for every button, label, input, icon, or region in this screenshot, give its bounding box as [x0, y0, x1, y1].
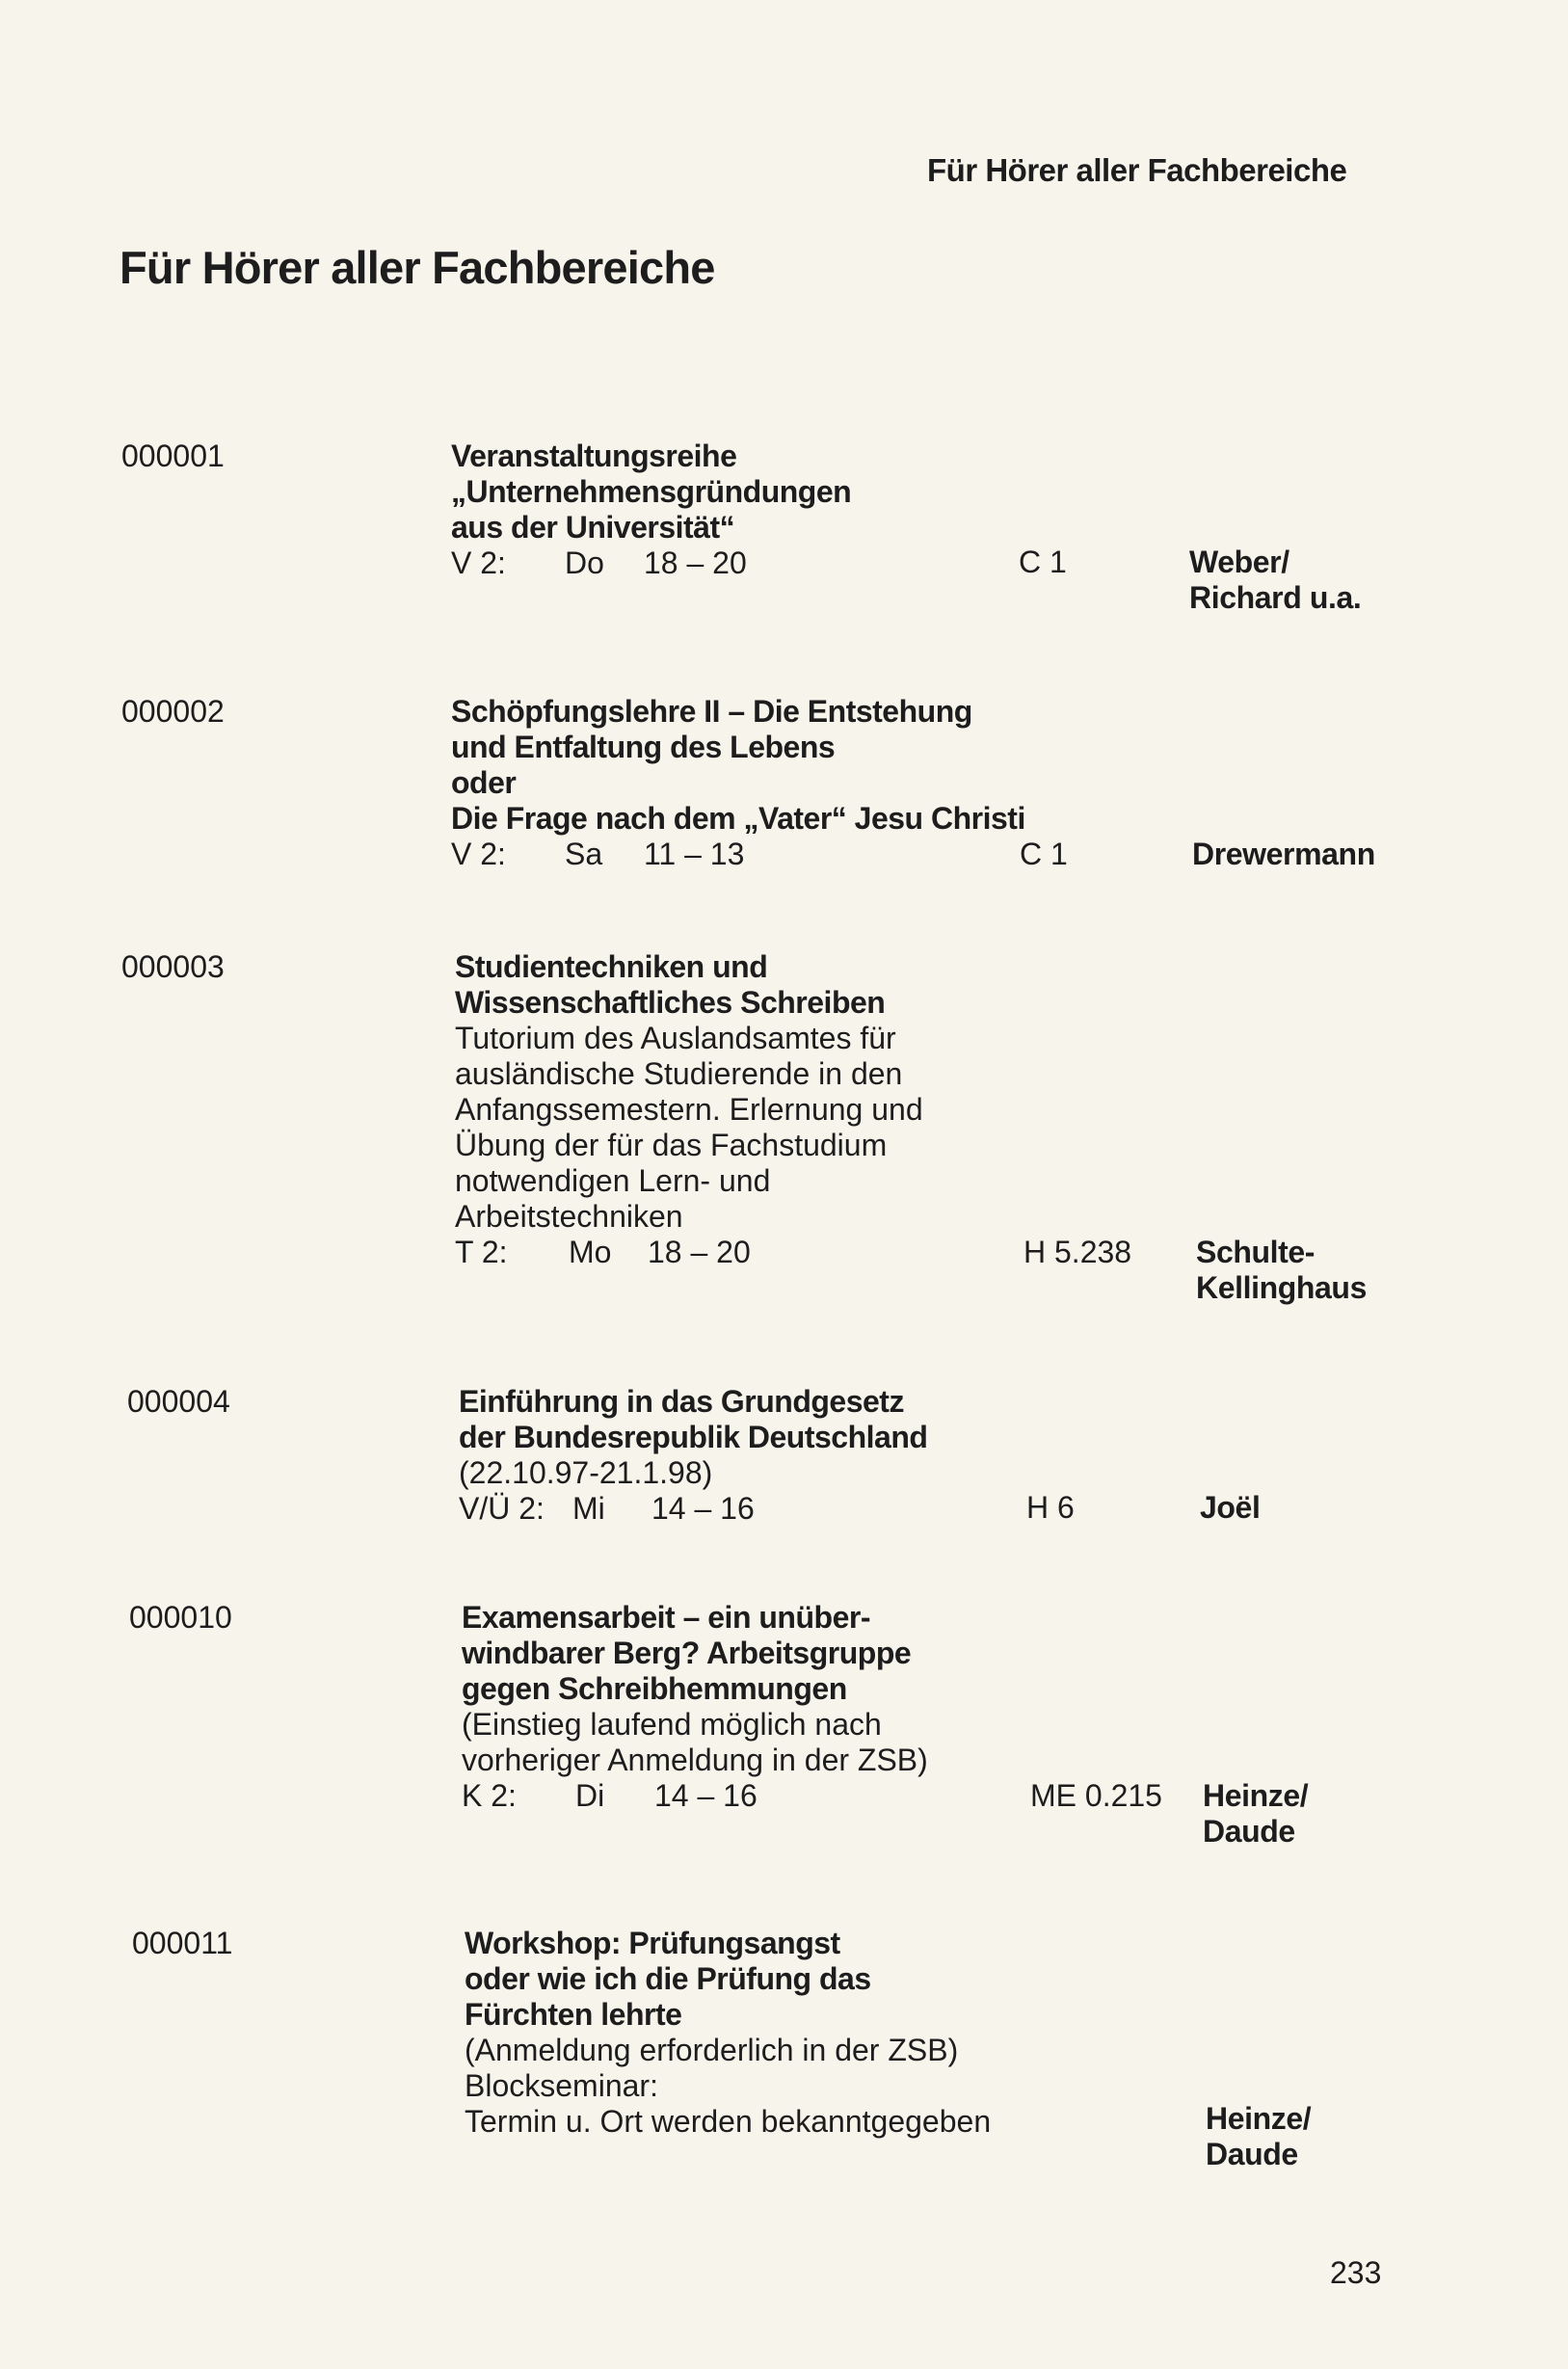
course-time: 11 – 13	[644, 837, 745, 871]
course-type: K 2:	[462, 1778, 517, 1813]
course-title-line: aus der Universität“	[451, 510, 735, 545]
course-type: V 2:	[451, 546, 506, 580]
course-details	[465, 1926, 1062, 2140]
course-time: 14 – 16	[654, 1778, 757, 1813]
course-type: V/Ü 2:	[459, 1491, 545, 1526]
course-description-line: notwendigen Lern- und	[455, 1163, 771, 1198]
course-day: Sa	[565, 837, 603, 871]
course-day: Mi	[572, 1491, 605, 1526]
lecturer-line: Daude	[1203, 1814, 1295, 1849]
course-number: 000011	[132, 1926, 233, 1960]
course-description-line: Tutorium des Auslandsamtes für	[455, 1021, 896, 1055]
lecturer-line: Heinze/	[1203, 1778, 1309, 1813]
course-description-line: (22.10.97-21.1.98)	[459, 1455, 713, 1490]
lecturer-line: Kellinghaus	[1196, 1270, 1367, 1305]
course-title-line: Einführung in das Grundgesetz	[459, 1384, 904, 1419]
course-time: 18 – 20	[648, 1235, 751, 1269]
course-number: 000001	[121, 439, 225, 473]
course-details	[451, 439, 1049, 581]
course-description-line: ausländische Studierende in den	[455, 1056, 903, 1091]
course-description-line: Anfangssemestern. Erlernung und	[455, 1092, 923, 1127]
course-title-line: windbarer Berg? Arbeitsgruppe	[462, 1636, 912, 1670]
lecturer-line: Drewermann	[1192, 837, 1375, 871]
course-details	[459, 1384, 1056, 1527]
course-time: 14 – 16	[651, 1491, 755, 1526]
course-title-line: oder wie ich die Prüfung das	[465, 1961, 871, 1996]
course-title-line: Examensarbeit – ein unüber-	[462, 1600, 870, 1635]
course-title-line: oder	[451, 765, 517, 800]
course-number: 000003	[121, 949, 225, 984]
course-lecturer	[1192, 837, 1375, 872]
course-title-line: Veranstaltungsreihe	[451, 439, 737, 473]
course-lecturer	[1200, 1490, 1260, 1526]
course-title-line: der Bundesrepublik Deutschland	[459, 1420, 928, 1454]
course-lecturer	[1196, 1235, 1367, 1306]
course-description-line: Termin u. Ort werden bekanntgegeben	[465, 2104, 992, 2139]
lecturer-line: Daude	[1206, 2137, 1298, 2171]
course-title-line: Studientechniken und	[455, 949, 768, 984]
lecturer-line: Weber/	[1189, 545, 1289, 579]
course-title-line: und Entfaltung des Lebens	[451, 730, 836, 764]
course-number: 000004	[127, 1384, 230, 1419]
page-number: 233	[1330, 2255, 1382, 2290]
course-lecturer	[1206, 2101, 1311, 2172]
course-day: Mo	[569, 1235, 612, 1269]
course-number: 000002	[121, 694, 225, 729]
running-head: Für Hörer aller Fachbereiche	[927, 152, 1347, 188]
course-schedule	[451, 546, 1049, 581]
section-title: Für Hörer aller Fachbereiche	[120, 242, 715, 293]
course-schedule	[451, 837, 1049, 872]
course-details	[455, 949, 1052, 1270]
course-schedule	[455, 1235, 1052, 1270]
lecturer-line: Schulte-	[1196, 1235, 1316, 1269]
lecturer-line: Heinze/	[1206, 2101, 1312, 2136]
course-title-line: Schöpfungslehre II – Die Entstehung	[451, 694, 972, 729]
course-title-line: „Unternehmensgründungen	[451, 474, 852, 509]
lecturer-line: Joël	[1200, 1490, 1261, 1525]
course-room: ME 0.215	[1030, 1778, 1162, 1813]
course-type: V 2:	[451, 837, 506, 871]
course-room: H 5.238	[1023, 1235, 1132, 1269]
course-day: Do	[565, 546, 604, 580]
course-schedule	[459, 1491, 1056, 1527]
course-description-line: (Einstieg laufend möglich nach	[462, 1707, 882, 1742]
course-description-line: Übung der für das Fachstudium	[455, 1128, 888, 1162]
lecturer-line: Richard u.a.	[1189, 580, 1362, 615]
course-room: H 6	[1026, 1490, 1075, 1525]
course-description-line: Arbeitstechniken	[455, 1199, 683, 1234]
course-title-line: Die Frage nach dem „Vater“ Jesu Christi	[451, 801, 1025, 836]
course-title-line: gegen Schreibhemmungen	[462, 1671, 847, 1706]
course-lecturer	[1189, 545, 1361, 616]
course-details	[462, 1600, 1059, 1814]
course-room: C 1	[1019, 545, 1067, 579]
course-time: 18 – 20	[644, 546, 747, 580]
course-number: 000010	[129, 1600, 232, 1635]
course-room: C 1	[1020, 837, 1068, 871]
course-type: T 2:	[455, 1235, 508, 1269]
course-lecturer	[1203, 1778, 1308, 1850]
course-title-line: Fürchten lehrte	[465, 1997, 682, 2032]
course-day: Di	[575, 1778, 605, 1813]
course-title-line: Wissenschaftliches Schreiben	[455, 985, 886, 1020]
course-description-line: vorheriger Anmeldung in der ZSB)	[462, 1743, 928, 1777]
course-details	[451, 694, 1049, 872]
course-description-line: Blockseminar:	[465, 2068, 658, 2103]
course-description-line: (Anmeldung erforderlich in der ZSB)	[465, 2033, 959, 2067]
course-schedule	[462, 1778, 1059, 1814]
course-title-line: Workshop: Prüfungsangst	[465, 1926, 840, 1960]
